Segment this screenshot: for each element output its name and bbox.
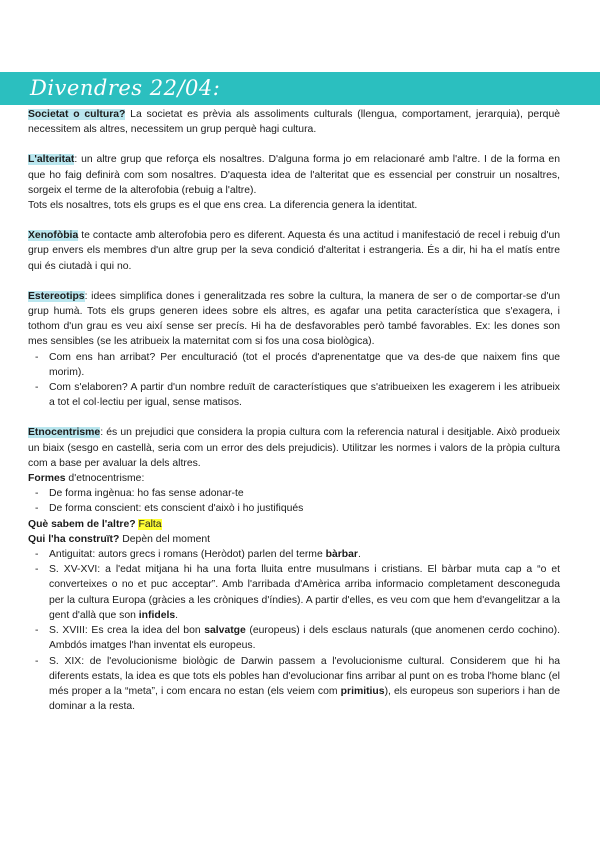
history-text: S. XIX: de l'evolucionisme biològic de Darwin passem a l'evolucionisme cultural. Considerem que hi ha diferents estats, la idea es que tots els pobles han d'evolucionar fins arribar al punt on es troba l'home blanc (el més proper a la “meta”, i com encara no estan (els veiem com: [49, 655, 560, 697]
page-title: Divendres 22/04:: [30, 76, 221, 100]
list-item: - De forma conscient: ets conscient d'això i ho justifiqués: [28, 501, 560, 516]
history-bold: salvatge: [204, 625, 246, 637]
history-text: Antiguitat: autors grecs i romans (Heròdot) parlen del terme: [49, 549, 326, 561]
societat-paragraph: [28, 107, 560, 137]
construit-suffix: Depèn del moment: [119, 533, 211, 545]
xenofobia-text: te contacte amb alterofobia pero es diferent. Aquesta és una actitud i manifestació de recel i rebuig d'un grup envers els membres d'un altre grup per la seva condició d'alteritat i estrangeria. És a dir, hi ha el matís entre qui és ciutadà i qui no.: [28, 230, 560, 272]
estereotips-paragraph: [28, 289, 560, 350]
history-text: (europeus) i dels esclaus naturals (que anomenen cerdo cochino). Ambdós imatges l'han inventat els europeus.: [49, 625, 560, 652]
history-text: .: [175, 609, 179, 621]
list-item: [28, 547, 560, 562]
list-item: [28, 562, 560, 623]
history-bold: infidels: [138, 609, 176, 621]
formes-suffix: d'etnocentrisme:: [65, 473, 145, 485]
formes-list: [28, 486, 560, 516]
societat-term: Societat o cultura?: [28, 109, 126, 120]
history-list: [28, 547, 560, 714]
alteritat-term: L'alteritat: [28, 154, 75, 166]
xenofobia-paragraph: [28, 228, 560, 274]
estereotips-list: [28, 350, 560, 411]
altre-question-text: Què sabem de l'altre?: [28, 518, 136, 530]
alteritat-line2: Tots els nosaltres, tots els grups es el que ens crea. La diferencia genera la identitat.: [28, 200, 418, 212]
history-text: S. XVIII: Es crea la idea del bon: [49, 625, 205, 637]
alteritat-text: : un altre grup que reforça els nosaltres. D'alguna forma jo em relacionaré amb l'altre. I de la forma en que ho faig definirà com som nosaltres. D'aquesta idea de l'alteritat que es essencial per construir un nosaltres, sorgeix el terme de la alterofobia (rebuig a l'altre).: [28, 154, 560, 196]
alteritat-paragraph: [28, 152, 560, 198]
list-item: - Com ens han arribat? Per enculturació (tot el procés d'aprenentatge que va des-de que naixem fins que morim).: [28, 350, 560, 380]
list-item: - Com s'elaboren? A partir d'un nombre reduït de característiques que s'atribueixen les exagerem i les atribueix a tot el col·lectiu per igual, sense matisos.: [28, 380, 560, 410]
notes-body: [28, 107, 560, 714]
list-item: [28, 623, 560, 653]
title-banner: [0, 72, 600, 105]
xenofobia-term: Xenofòbia: [28, 230, 79, 242]
etnocentrisme-term: Etnocentrisme: [28, 427, 101, 439]
construit-question: [28, 532, 560, 547]
etnocentrisme-text: : és un prejudici que considera la propia cultura com la referencia natural i desitjable. Això produeix un biaix (sesgo en castellà, seria com un error des dels prejudicis). Utilitzar les normes i valors de la pròpia cultura com a base per avaluar la dels altres.: [28, 427, 560, 469]
history-bold: primitius: [340, 685, 385, 697]
history-bold: bàrbar: [325, 549, 358, 561]
history-text: S. XV-XVI: a l'edat mitjana hi ha una forta lluita entre musulmans i cristians. El bàrbar muta cap a “o et converteixes o no et puc acceptar”. Amb l'arribada d'Amèrica arriba informacio completament desconeguda per la cultura Europa (gràcies a les cròniques d'índies). A partir d'elles, es veu com que hem d'evangelitzar a la gent d'allà que son: [49, 564, 560, 621]
history-text: .: [357, 549, 361, 561]
list-item: [28, 654, 560, 715]
formes-label: Formes: [28, 473, 66, 485]
list-item: - De forma ingènua: ho fas sense adonar-te: [28, 486, 560, 501]
etnocentrisme-paragraph: [28, 425, 560, 471]
construit-question-text: Qui l'ha construït?: [28, 533, 120, 545]
estereotips-term: Estereotips: [28, 290, 85, 302]
history-text: ), els europeus son superiors i han de dominar a la resta.: [49, 685, 560, 713]
falta-highlight: Falta: [138, 518, 162, 530]
formes-heading: [28, 471, 560, 486]
altre-question: [28, 517, 560, 532]
societat-text: La societat es prèvia als assoliments culturals (llengua, comportament, jerarquia), perquè necessitem als altres, necessitem un grup perquè hagi cultura.: [28, 109, 560, 136]
estereotips-text: : idees simplifica dones i generalitzada res sobre la cultura, la manera de ser o de comportar-se d'un grup humà. Tots els grups generen idees sobre els altres, es agafar una petita característica que s'exagera, i tothom d'un grau es veu així sense ser precís. Hi ha de desfavorables però també favorables. Ex: les dones son mes sensibles (se les atribueix la maternitat com si fos una cosa biològica).: [28, 290, 560, 348]
